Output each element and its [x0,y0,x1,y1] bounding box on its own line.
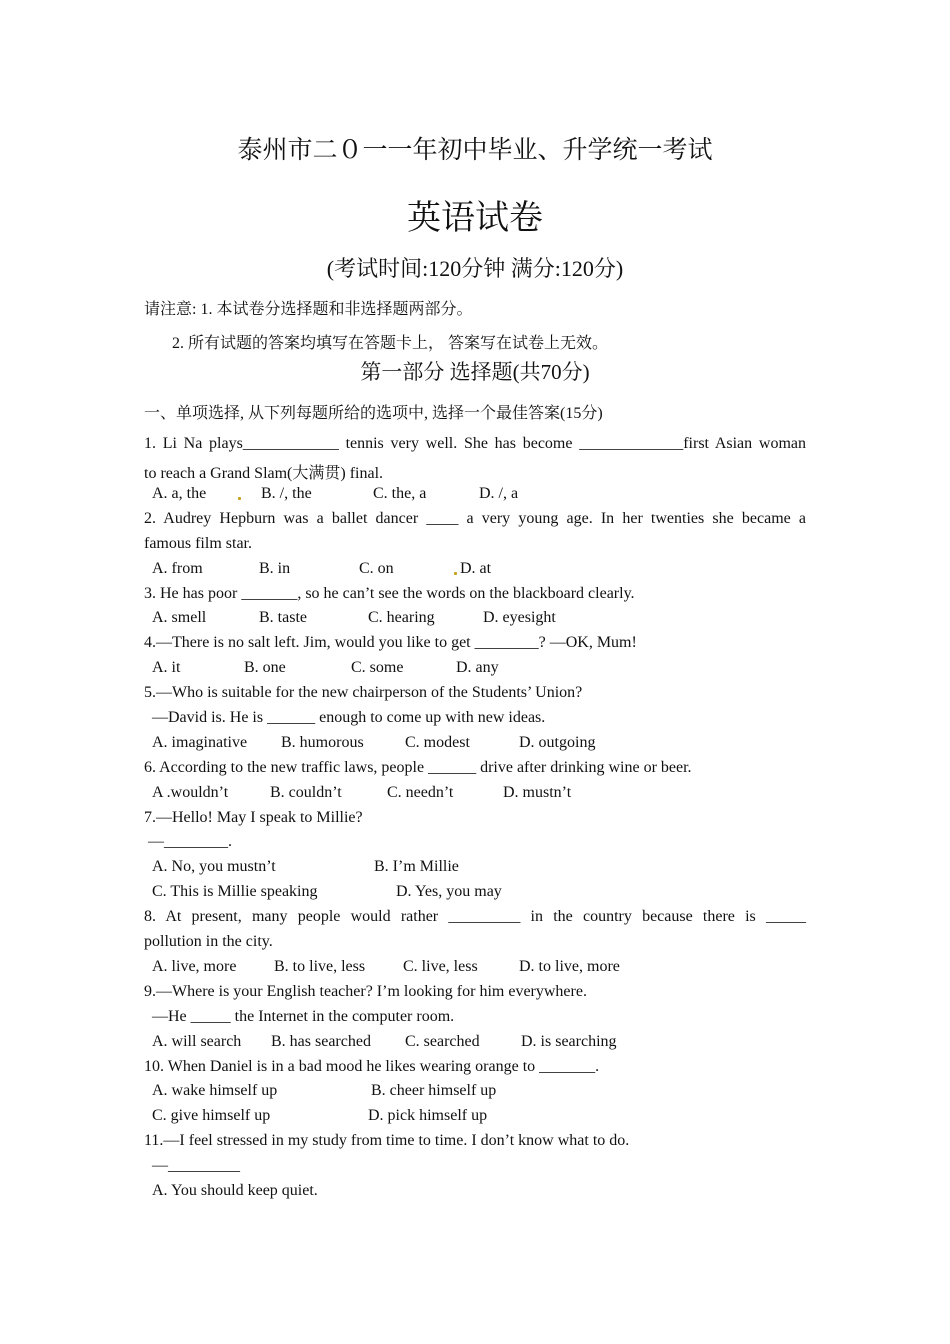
question-2-option-a: A. from [152,560,203,577]
question-9-stem: 9.—Where is your English teacher? I’m looking for him everywhere. [144,983,587,1000]
question-1-stem-cont: to reach a Grand Slam(大满贯) final. [144,465,384,482]
question-4-option-d: D. any [456,659,499,676]
question-2-option-c: C. on [359,560,394,577]
question-6-option-c: C. needn’t [387,784,454,801]
question-9-option-a: A. will search [152,1033,242,1050]
question-5-stem-cont: —David is. He is ______ enough to come up with new ideas. [152,709,546,726]
question-11-stem-cont: —_________ [152,1157,240,1174]
question-7-option-b: B. I’m Millie [374,858,459,875]
section-title: 一、单项选择, 从下列每题所给的选项中, 选择一个最佳答案(15分) [144,405,603,422]
question-7-option-d: D. Yes, you may [396,883,502,900]
question-1-stem: 1. Li Na plays____________ tennis very well. She has become _____________first Asian woman [144,435,806,452]
question-6-stem: 6. According to the new traffic laws, people ______ drive after drinking wine or beer. [144,759,692,776]
question-11-option-a: A. You should keep quiet. [152,1182,318,1199]
question-9-option-b: B. has searched [271,1033,371,1050]
question-7-stem-cont: —________. [148,833,232,850]
question-5-option-d: D. outgoing [519,734,596,751]
question-11-stem: 11.—I feel stressed in my study from time to time. I don’t know what to do. [144,1132,630,1149]
question-1-option-b: B. /, the [261,485,312,502]
question-6-option-b: B. couldn’t [270,784,342,801]
question-10-option-a: A. wake himself up [152,1082,278,1099]
exam-title: 泰州市二０一一年初中毕业、升学统一考试 [237,137,713,164]
note-1: 请注意: 1. 本试卷分选择题和非选择题两部分。 [144,301,473,318]
question-7-stem: 7.—Hello! May I speak to Millie? [144,809,363,826]
question-9-option-c: C. searched [405,1033,480,1050]
question-7-option-a: A. No, you mustn’t [152,858,276,875]
exam-info: (考试时间:120分钟 满分:120分) [326,256,624,281]
question-8-option-a: A. live, more [152,958,237,975]
mark-dot [238,497,241,500]
question-1-option-a: A. a, the [152,485,207,502]
note-2: 2. 所有试题的答案均填写在答题卡上， 答案写在试卷上无效。 [172,335,609,352]
question-3-option-a: A. smell [152,609,207,626]
part-title: 第一部分 选择题(共70分) [360,360,590,384]
question-5-stem: 5.—Who is suitable for the new chairperson of the Students’ Union? [144,684,583,701]
question-3-option-d: D. eyesight [483,609,556,626]
question-9-option-d: D. is searching [521,1033,617,1050]
subject-title: 英语试卷 [407,200,543,237]
question-2-option-d: D. at [460,560,492,577]
mark-dot [454,572,457,575]
question-8-stem: 8. At present, many people would rather _________ in the country because there is _____ [144,908,806,925]
question-8-option-c: C. live, less [403,958,478,975]
question-5-option-c: C. modest [405,734,470,751]
question-5-option-b: B. humorous [281,734,364,751]
question-1-option-c: C. the, a [373,485,427,502]
question-4-option-a: A. it [152,659,181,676]
question-8-option-d: D. to live, more [519,958,620,975]
question-10-stem: 10. When Daniel is in a bad mood he likes wearing orange to _______. [144,1058,600,1075]
question-4-option-c: C. some [351,659,404,676]
question-1-option-d: D. /, a [479,485,519,502]
question-4-option-b: B. one [244,659,286,676]
question-7-option-c: C. This is Millie speaking [152,883,318,900]
question-3-option-b: B. taste [259,609,307,626]
question-4-stem: 4.—There is no salt left. Jim, would you like to get ________? —OK, Mum! [144,634,637,651]
question-8-stem-cont: pollution in the city. [144,933,273,950]
question-10-option-d: D. pick himself up [368,1107,488,1124]
question-2-option-b: B. in [259,560,291,577]
question-2-stem-cont: famous film star. [144,535,252,552]
question-3-stem: 3. He has poor _______, so he can’t see the words on the blackboard clearly. [144,585,635,602]
question-3-option-c: C. hearing [368,609,435,626]
question-2-stem: 2. Audrey Hepburn was a ballet dancer ____ a very young age. In her twenties she became a [144,510,806,527]
question-10-option-c: C. give himself up [152,1107,271,1124]
question-9-stem-cont: —He _____ the Internet in the computer room. [152,1008,455,1025]
question-5-option-a: A. imaginative [152,734,248,751]
question-8-option-b: B. to live, less [274,958,366,975]
question-6-option-a: A .wouldn’t [152,784,229,801]
question-10-option-b: B. cheer himself up [371,1082,497,1099]
question-6-option-d: D. mustn’t [503,784,572,801]
